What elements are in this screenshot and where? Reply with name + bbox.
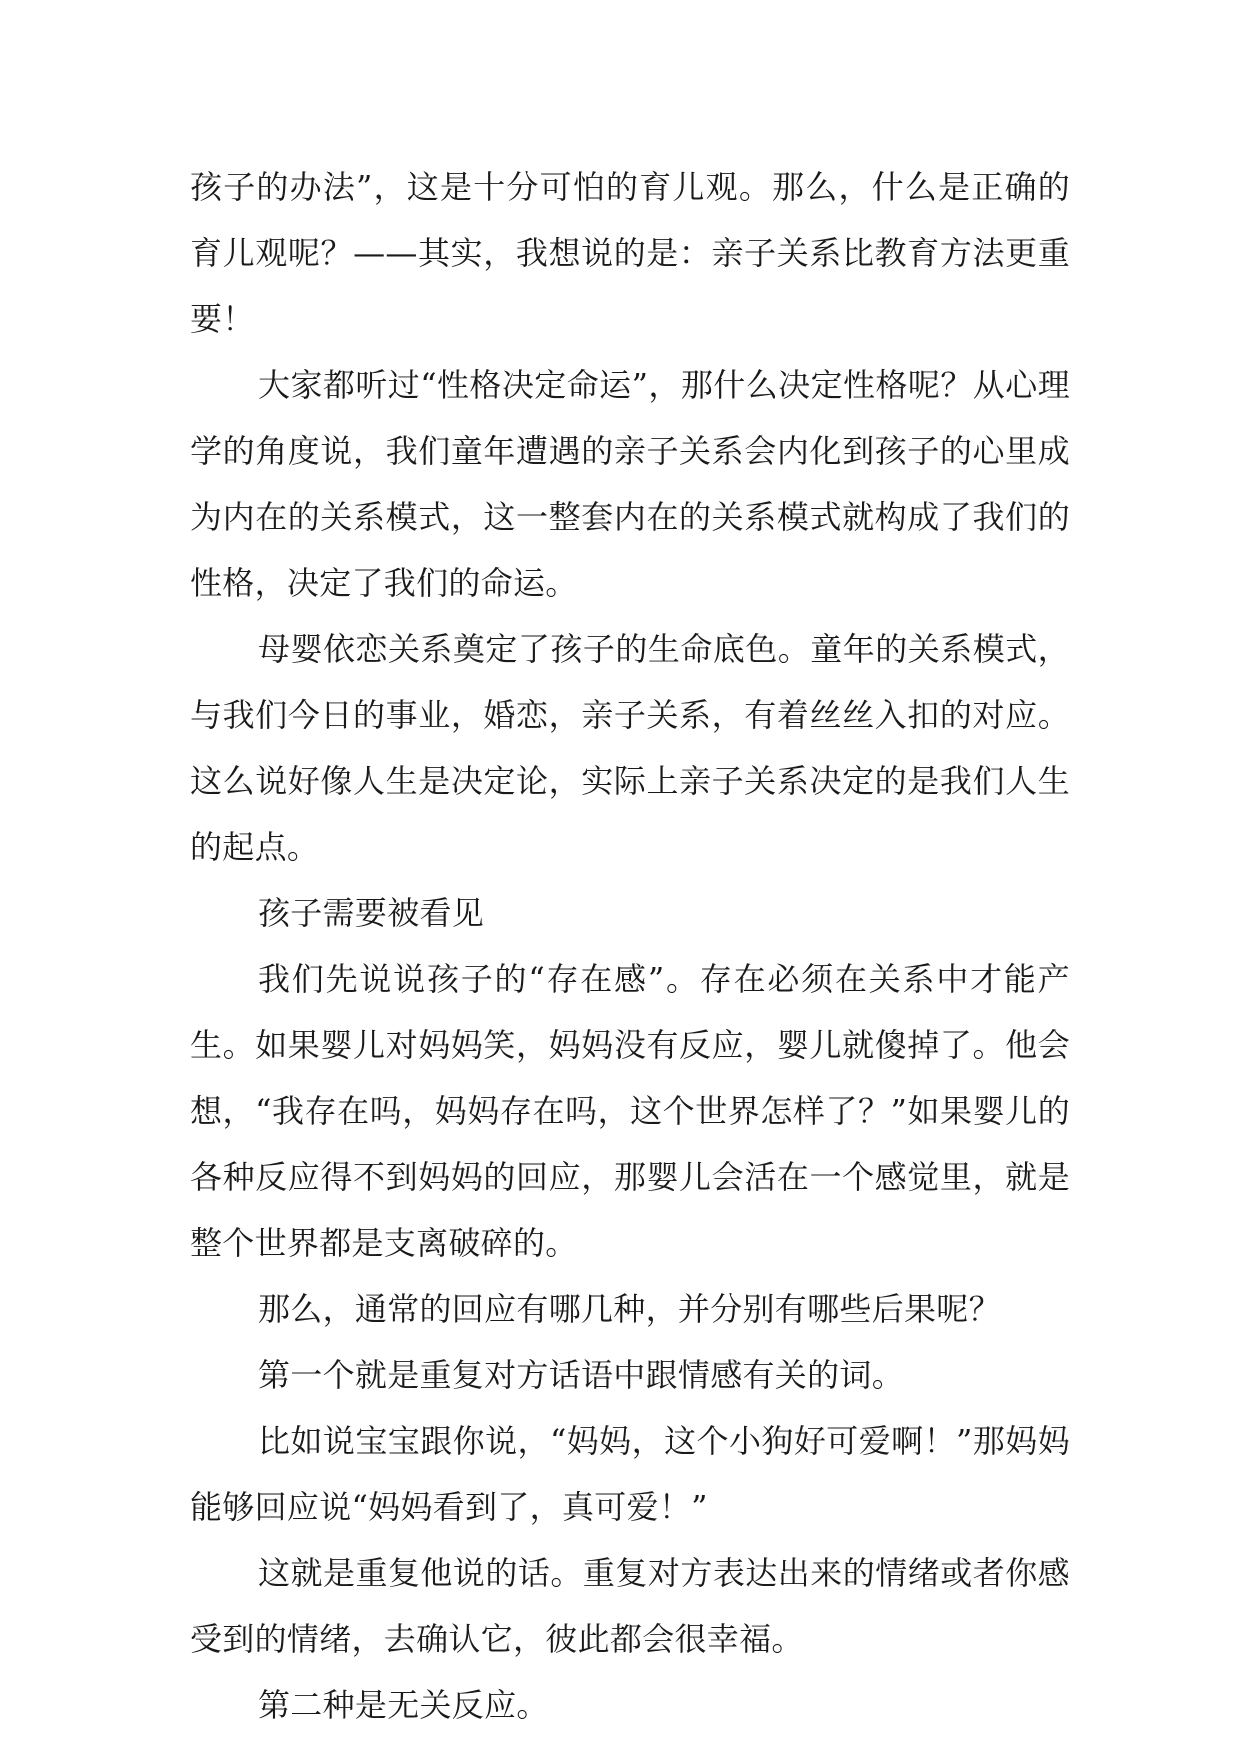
- paragraph: 这就是重复他说的话。重复对方表达出来的情绪或者你感受到的情绪，去确认它，彼此都会很幸福。: [190, 1554, 1070, 1658]
- paragraph-continued: 孩子的办法”，这是十分可怕的育儿观。那么，什么是正确的育儿观呢？——其实，我想说的是：亲子关系比教育方法更重要！: [190, 168, 1070, 338]
- paragraph: 第一个就是重复对方话语中跟情感有关的词。: [258, 1356, 905, 1394]
- paragraph: 母婴依恋关系奠定了孩子的生命底色。童年的关系模式，与我们今日的事业，婚恋，亲子关系，有着丝丝入扣的对应。这么说好像人生是决定论，实际上亲子关系决定的是我们人生的起点。: [190, 630, 1070, 866]
- paragraph: 那么，通常的回应有哪几种，并分别有哪些后果呢？: [258, 1290, 1001, 1328]
- paragraph: 第二种是无关反应。: [258, 1686, 549, 1724]
- body-text: [190, 154, 1070, 1738]
- paragraph: 我们先说说孩子的“存在感”。存在必须在关系中才能产生。如果婴儿对妈妈笑，妈妈没有反应，婴儿就傻掉了。他会想，“我存在吗，妈妈存在吗，这个世界怎样了？”如果婴儿的各种反应得不到妈妈的回应，那婴儿会活在一个感觉里，就是整个世界都是支离破碎的。: [190, 960, 1070, 1262]
- paragraph: 比如说宝宝跟你说，“妈妈，这个小狗好可爱啊！”那妈妈能够回应说“妈妈看到了，真可爱！”: [190, 1422, 1070, 1526]
- section-heading: 孩子需要被看见: [258, 894, 485, 932]
- paragraph: 大家都听过“性格决定命运”，那什么决定性格呢？从心理学的角度说，我们童年遭遇的亲子关系会内化到孩子的心里成为内在的关系模式，这一整套内在的关系模式就构成了我们的性格，决定了我们的命运。: [190, 366, 1070, 602]
